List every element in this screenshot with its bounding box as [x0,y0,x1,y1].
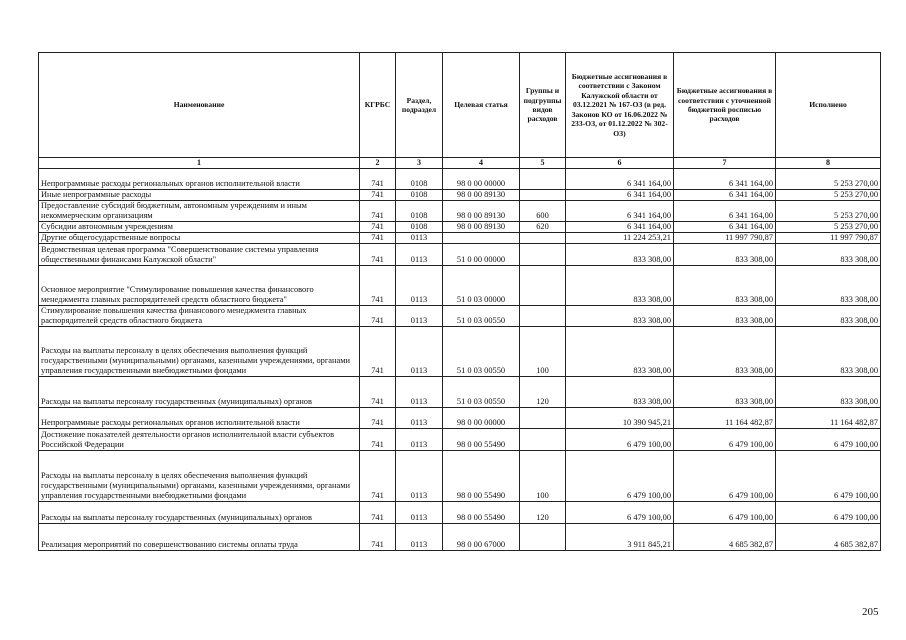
table-row [39,201,881,222]
col-number: 3 [396,158,443,169]
cell-executed-amount: 5 253 270,00 [776,169,881,190]
cell-target: 51 0 03 00000 [443,266,520,306]
cell-name: Предоставление субсидий бюджетным, автономным учреждениям и иным некоммерческим организациям [39,201,360,222]
cell-target: 51 0 00 00000 [443,244,520,266]
cell-name: Расходы на выплаты персоналу в целях обеспечения выполнения функций государственными (муниципальными) органами, казенными учреждениями, органами управления государственными внебюджетными фондами [39,327,360,377]
cell-refined-amount: 6 479 100,00 [674,429,776,451]
cell-kgrbs: 741 [360,429,396,451]
cell-target: 98 0 00 55490 [443,429,520,451]
cell-name: Реализация мероприятий по совершенствованию системы оплаты труда [39,524,360,551]
cell-name: Другие общегосударственные вопросы [39,233,360,244]
cell-target: 98 0 00 89130 [443,201,520,222]
cell-name: Непрограммные расходы региональных органов исполнительной власти [39,169,360,190]
cell-executed-amount: 833 308,00 [776,244,881,266]
cell-name: Иные непрограммные расходы [39,190,360,201]
cell-section: 0108 [396,201,443,222]
cell-section: 0108 [396,190,443,201]
cell-section: 0113 [396,233,443,244]
col-number: 6 [566,158,674,169]
table-row [39,502,881,524]
column-number-row [39,158,881,169]
cell-refined-amount: 11 997 790,87 [674,233,776,244]
cell-law-amount: 833 308,00 [566,244,674,266]
col-number: 5 [520,158,566,169]
cell-refined-amount: 833 308,00 [674,266,776,306]
cell-kgrbs: 741 [360,244,396,266]
cell-target: 98 0 00 00000 [443,408,520,429]
cell-kgrbs: 741 [360,201,396,222]
cell-law-amount: 6 479 100,00 [566,502,674,524]
cell-target: 98 0 00 55490 [443,451,520,502]
table-row [39,451,881,502]
cell-name: Расходы на выплаты персоналу в целях обеспечения выполнения функций государственными (муниципальными) органами, казенными учреждениями, органами управления государственными внебюджетными фондами [39,451,360,502]
budget-table [38,52,881,551]
col-number: 4 [443,158,520,169]
header-target: Целевая статья [443,53,520,158]
cell-name: Непрограммные расходы региональных органов исполнительной власти [39,408,360,429]
cell-kgrbs: 741 [360,377,396,408]
cell-group [520,190,566,201]
cell-target: 98 0 00 55490 [443,502,520,524]
header-executed: Исполнено [776,53,881,158]
cell-section: 0113 [396,451,443,502]
cell-executed-amount: 11 997 790,87 [776,233,881,244]
cell-group [520,244,566,266]
cell-law-amount: 6 479 100,00 [566,429,674,451]
cell-executed-amount: 5 253 270,00 [776,201,881,222]
cell-refined-amount: 833 308,00 [674,306,776,327]
cell-kgrbs: 741 [360,408,396,429]
cell-group [520,429,566,451]
cell-section: 0113 [396,327,443,377]
cell-executed-amount: 5 253 270,00 [776,222,881,233]
cell-refined-amount: 833 308,00 [674,327,776,377]
cell-kgrbs: 741 [360,266,396,306]
cell-executed-amount: 6 479 100,00 [776,502,881,524]
cell-section: 0108 [396,169,443,190]
cell-law-amount: 6 341 164,00 [566,190,674,201]
cell-group [520,266,566,306]
cell-law-amount: 11 224 253,21 [566,233,674,244]
cell-kgrbs: 741 [360,169,396,190]
cell-section: 0113 [396,408,443,429]
header-name: Наименование [39,53,360,158]
cell-target: 51 0 03 00550 [443,377,520,408]
table-row [39,327,881,377]
cell-executed-amount: 4 685 382,87 [776,524,881,551]
cell-refined-amount: 6 341 164,00 [674,169,776,190]
cell-section: 0113 [396,266,443,306]
cell-executed-amount: 833 308,00 [776,327,881,377]
cell-section: 0113 [396,502,443,524]
cell-law-amount: 3 911 845,21 [566,524,674,551]
cell-kgrbs: 741 [360,502,396,524]
cell-law-amount: 6 341 164,00 [566,169,674,190]
header-law: Бюджетные ассигнования в соответствии с Законом Калужской области от 03.12.2021 № 167-ОЗ (в ред. Законов КО от 16.06.2022 № 233-ОЗ, от 01.12.2022 № 302-ОЗ) [566,53,674,158]
cell-law-amount: 833 308,00 [566,327,674,377]
cell-refined-amount: 6 341 164,00 [674,201,776,222]
cell-target: 98 0 00 67000 [443,524,520,551]
cell-refined-amount: 6 479 100,00 [674,451,776,502]
cell-group: 100 [520,327,566,377]
table-row [39,190,881,201]
cell-refined-amount: 833 308,00 [674,377,776,408]
cell-executed-amount: 833 308,00 [776,377,881,408]
cell-kgrbs: 741 [360,233,396,244]
col-number: 1 [39,158,360,169]
cell-section: 0113 [396,524,443,551]
cell-law-amount: 6 341 164,00 [566,201,674,222]
cell-law-amount: 833 308,00 [566,377,674,408]
cell-executed-amount: 833 308,00 [776,266,881,306]
table-header-row [39,53,881,158]
cell-refined-amount: 6 479 100,00 [674,502,776,524]
page-number: 205 [862,606,879,618]
cell-group [520,233,566,244]
table-row [39,169,881,190]
cell-executed-amount: 5 253 270,00 [776,190,881,201]
cell-group: 600 [520,201,566,222]
header-kgrbs: КГРБС [360,53,396,158]
cell-section: 0108 [396,222,443,233]
cell-kgrbs: 741 [360,451,396,502]
cell-name: Достижение показателей деятельности органов исполнительной власти субъектов Российской Федерации [39,429,360,451]
col-number: 7 [674,158,776,169]
cell-law-amount: 6 479 100,00 [566,451,674,502]
cell-name: Расходы на выплаты персоналу государственных (муниципальных) органов [39,502,360,524]
cell-target: 98 0 00 89130 [443,222,520,233]
cell-name: Основное мероприятие "Стимулирование повышения качества финансового менеджмента главных распорядителей средств областного бюджета" [39,266,360,306]
table-row [39,233,881,244]
cell-executed-amount: 6 479 100,00 [776,429,881,451]
cell-target: 51 0 03 00550 [443,306,520,327]
col-number: 2 [360,158,396,169]
header-refined: Бюджетные ассигнования в соответствии с уточненной бюджетной росписью расходов [674,53,776,158]
col-number: 8 [776,158,881,169]
cell-executed-amount: 11 164 482,87 [776,408,881,429]
cell-executed-amount: 833 308,00 [776,306,881,327]
cell-refined-amount: 11 164 482,87 [674,408,776,429]
cell-section: 0113 [396,244,443,266]
cell-refined-amount: 833 308,00 [674,244,776,266]
cell-group: 620 [520,222,566,233]
cell-law-amount: 10 390 945,21 [566,408,674,429]
cell-law-amount: 833 308,00 [566,306,674,327]
cell-kgrbs: 741 [360,306,396,327]
cell-name: Стимулирование повышения качества финансового менеджмента главных распорядителей средств областного бюджета [39,306,360,327]
cell-group: 100 [520,451,566,502]
table-row [39,222,881,233]
cell-name: Субсидии автономным учреждениям [39,222,360,233]
header-section: Раздел, подраздел [396,53,443,158]
cell-refined-amount: 6 341 164,00 [674,222,776,233]
cell-law-amount: 6 341 164,00 [566,222,674,233]
cell-section: 0113 [396,377,443,408]
cell-section: 0113 [396,429,443,451]
table-row [39,266,881,306]
table-row [39,244,881,266]
cell-target: 98 0 00 00000 [443,169,520,190]
cell-executed-amount: 6 479 100,00 [776,451,881,502]
table-row [39,429,881,451]
table-row [39,408,881,429]
cell-refined-amount: 6 341 164,00 [674,190,776,201]
table-row [39,524,881,551]
cell-refined-amount: 4 685 382,87 [674,524,776,551]
cell-group [520,408,566,429]
cell-kgrbs: 741 [360,190,396,201]
cell-group [520,306,566,327]
cell-group [520,169,566,190]
cell-kgrbs: 741 [360,327,396,377]
cell-name: Ведомственная целевая программа "Совершенствование системы управления общественными финансами Калужской области" [39,244,360,266]
table-row [39,377,881,408]
cell-group: 120 [520,502,566,524]
cell-kgrbs: 741 [360,524,396,551]
cell-target [443,233,520,244]
cell-group: 120 [520,377,566,408]
header-groups: Группы и подгруппы видов расходов [520,53,566,158]
cell-group [520,524,566,551]
cell-target: 98 0 00 89130 [443,190,520,201]
cell-name: Расходы на выплаты персоналу государственных (муниципальных) органов [39,377,360,408]
cell-kgrbs: 741 [360,222,396,233]
cell-law-amount: 833 308,00 [566,266,674,306]
table-row [39,306,881,327]
cell-target: 51 0 03 00550 [443,327,520,377]
cell-section: 0113 [396,306,443,327]
